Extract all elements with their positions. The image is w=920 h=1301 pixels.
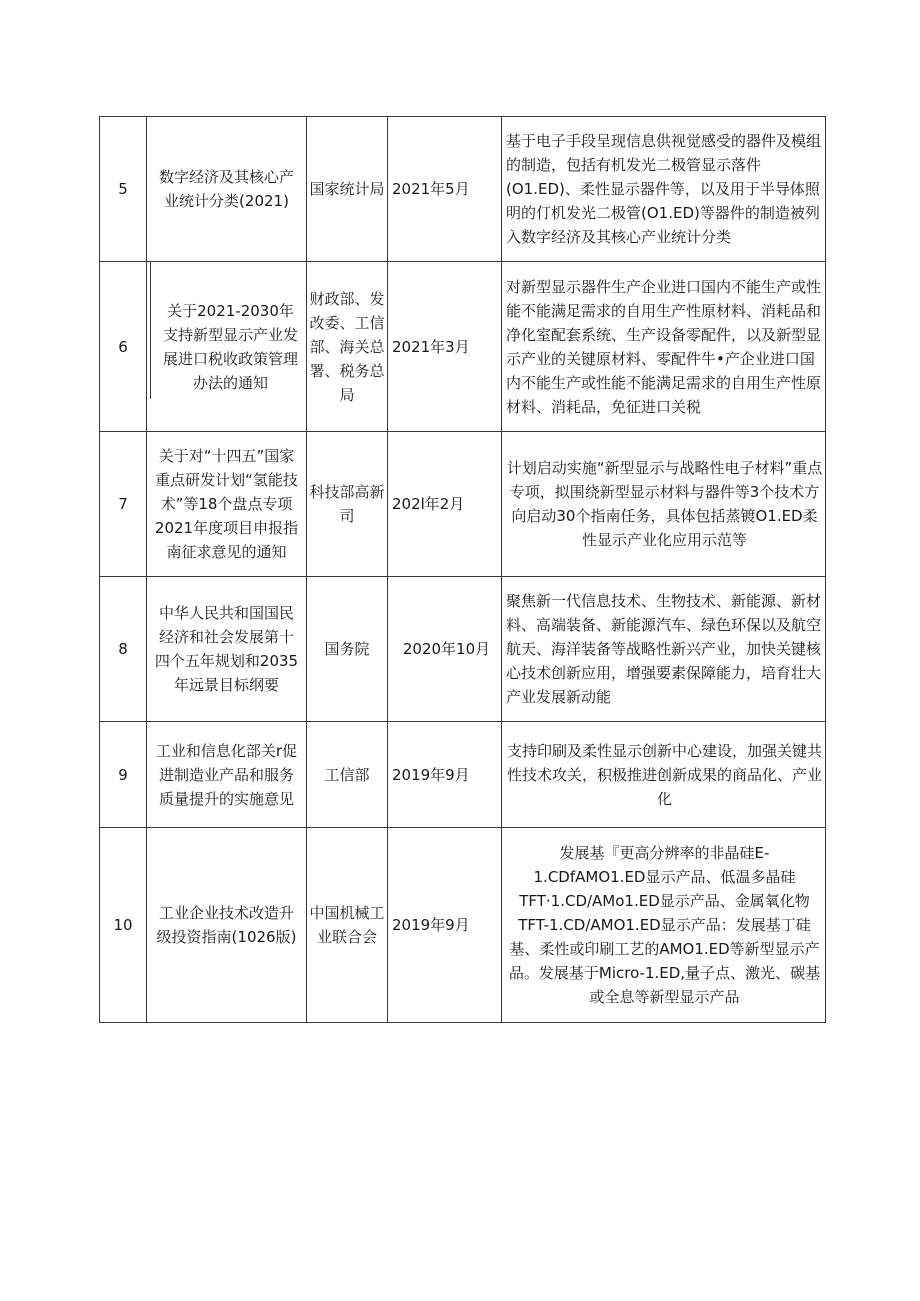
policy-content: 计划启动实施“新型显示与战略性电子材料”重点专项，拟围绕新型显示材料与器件等3个技术方向启动30个指南任务，具体包括蒸镀O1.ED柔性显示产业化应用示范等 bbox=[502, 432, 826, 577]
table-row bbox=[100, 117, 826, 262]
table-row bbox=[100, 262, 826, 432]
issuing-department: 中国机械工业联合会 bbox=[307, 828, 388, 1023]
policy-title: 数字经济及其核心产业统计分类(2021) bbox=[147, 117, 307, 262]
policy-content: 基于电子手段呈现信息供视觉感受的器件及模组的制造，包括有机发光二极管显示落件(O1.ED)、柔性显示器件等，以及用于半导体照明的仃机发光二极管(O1.ED)等器件的制造被列入数字经济及其核心产业统计分类 bbox=[502, 117, 826, 262]
policy-title: 工业企业技术改造升级投资指南(1026版) bbox=[147, 828, 307, 1023]
table-row bbox=[100, 432, 826, 577]
issue-date: 2021年5月 bbox=[388, 117, 502, 262]
policy-title: 关于2021-2030年支持新型显示产业发展进口税收政策管理办法的通知 bbox=[147, 262, 307, 432]
row-number: 5 bbox=[100, 117, 147, 262]
issue-date: 2019年9月 bbox=[388, 722, 502, 828]
issue-date: 2020年10月 bbox=[388, 577, 502, 722]
policy-title: 中华人民共和国国民经济和社会发展第十四个五年规划和2035年远景目标纲要 bbox=[147, 577, 307, 722]
policy-content: 对新型显示器件生产企业进口国内不能生产或性能不能满足需求的自用生产性原材料、消耗品和净化室配套系统、生产设备零配件，以及新型显示产业的关键原材料、零配件牛•产企业进口国内不能生产或性能不能满足需求的自用生产性原材料、消耗品，免征进口关税 bbox=[502, 262, 826, 432]
issuing-department: 科技部高新司 bbox=[307, 432, 388, 577]
policy-table bbox=[99, 116, 826, 1023]
policy-title: 关于对“十四五”国家重点研发计划“氢能技术”等18个盘点专项2021年度项目申报指南征求意见的通知 bbox=[147, 432, 307, 577]
row-number: 10 bbox=[100, 828, 147, 1023]
row-number: 9 bbox=[100, 722, 147, 828]
issuing-department: 国家统计局 bbox=[307, 117, 388, 262]
row-number: 7 bbox=[100, 432, 147, 577]
row-number: 6 bbox=[100, 262, 147, 432]
cell-divider-line bbox=[150, 262, 151, 399]
row-number: 8 bbox=[100, 577, 147, 722]
issue-date: 2021年3月 bbox=[388, 262, 502, 432]
issue-date: 202l年2月 bbox=[388, 432, 502, 577]
policy-content: 聚焦新一代信息技术、生物技术、新能源、新材料、高端装备、新能源汽车、绿色环保以及航空航天、海洋装备等战略性新兴产业，加快关键核心技术创新应用，增强要素保障能力，培育壮大产业发展新动能 bbox=[502, 577, 826, 722]
policy-content: 支持印刷及柔性显示创新中心建设，加强关键共性技术攻关，积极推进创新成果的商品化、产业化 bbox=[502, 722, 826, 828]
table-row bbox=[100, 722, 826, 828]
table-row bbox=[100, 828, 826, 1023]
policy-content: 发展基『更高分辨率的非晶硅E-1.CDfAMO1.ED显示产品、低温多晶硅TFT·1.CD/AMo1.ED显示产品、金属氧化物TFT-1.CD/AMO1.ED显示产品：发展基丁硅基、柔性或印刷工艺的AMO1.ED等新型显示产品。发展基于Micro-1.ED,量子点、激光、碳基或全息等新型显示产品 bbox=[502, 828, 826, 1023]
issue-date: 2019年9月 bbox=[388, 828, 502, 1023]
issuing-department: 国务院 bbox=[307, 577, 388, 722]
table-row bbox=[100, 577, 826, 722]
issuing-department: 财政部、发改委、工信部、海关总署、税务总局 bbox=[307, 262, 388, 432]
policy-title: 工业和信息化部关r促进制造业产品和服务质量提升的实施意见 bbox=[147, 722, 307, 828]
issuing-department: 工信部 bbox=[307, 722, 388, 828]
